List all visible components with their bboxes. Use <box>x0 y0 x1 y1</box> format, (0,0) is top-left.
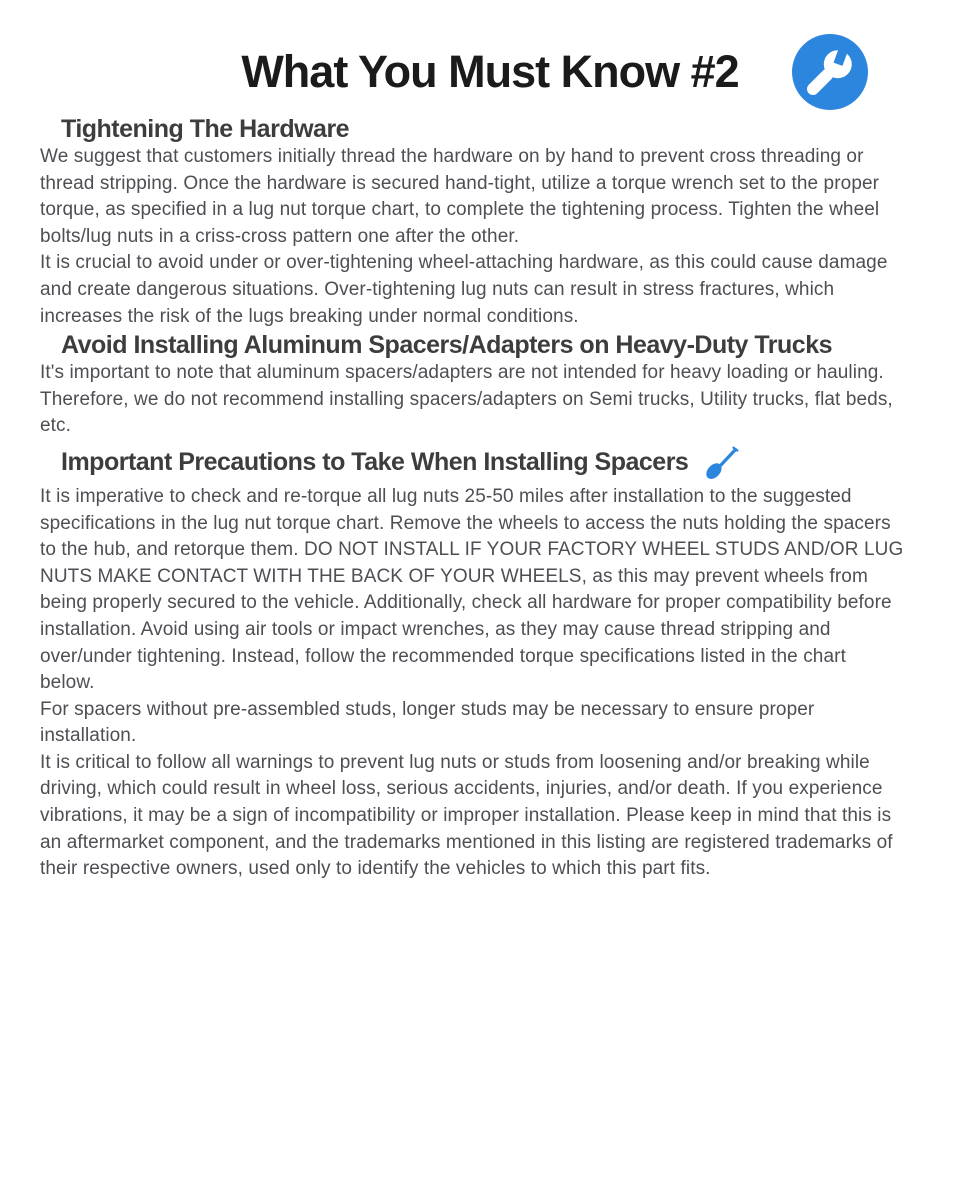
page-title: What You Must Know #2 <box>241 46 739 97</box>
section-heading-text: Important Precautions to Take When Installing Spacers <box>61 447 689 476</box>
wrench-icon <box>792 34 868 110</box>
paragraph-heavy-duty-warning: It's important to note that aluminum spacers/adapters are not intended for heavy loading or hauling. Therefore, we do not recommend installing spacers/adapters on Semi trucks, Utility trucks, flat beds, etc. <box>40 362 893 437</box>
paragraph-over-tightening: It is crucial to avoid under or over-tightening wheel-attaching hardware, as this could cause damage and create dangerous situations. Over-tightening lug nuts can result in stress fractures, which increases the risk of the lugs breaking under normal conditions. <box>40 252 888 327</box>
section-heading-text: Avoid Installing Aluminum Spacers/Adapters on Heavy-Duty Trucks <box>61 331 833 360</box>
page-header <box>0 30 980 114</box>
section-heading-tightening-the-hardware <box>61 114 905 144</box>
section-heading-avoid-aluminum-spacers <box>61 330 905 360</box>
section-heading-important-precautions <box>61 440 905 484</box>
content <box>0 114 980 883</box>
paragraph-hand-tighten: We suggest that customers initially thread the hardware on by hand to prevent cross threading or thread stripping. Once the hardware is secured hand-tight, utilize a torque wrench set to the proper torque, as specified in a lug nut torque chart, to complete the tightening process. Tighten the wheel bolts/lug nuts in a criss-cross pattern one after the other. <box>40 146 880 247</box>
paragraph-longer-studs: For spacers without pre-assembled studs, longer studs may be necessary to ensure proper installation. <box>40 698 815 747</box>
paragraph-retorque-instructions: It is imperative to check and re-torque all lug nuts 25-50 miles after installation to the suggested specifications in the lug nut torque chart. Remove the wheels to access the nuts holding the spacers to the hub, and retorque them. DO NOT INSTALL IF YOUR FACTORY WHEEL STUDS AND/OR LUG NUTS MAKE CONTACT WITH THE BACK OF YOUR WHEELS, as this may prevent wheels from being properly secured to the vehicle. Additionally, check all hardware for proper compatibility before installation. Avoid using air tools or impact wrenches, as they may cause thread stripping and over/under tightening. Instead, follow the recommended torque specifications listed in the chart below. <box>40 485 904 694</box>
paragraph-warnings-disclaimer: It is critical to follow all warnings to prevent lug nuts or studs from loosening and/or breaking while driving, which could result in wheel loss, serious accidents, injuries, and/or death. If you experience vibrations, it may be a sign of incompatibility or improper installation. Please keep in mind that this is an aftermarket component, and the trademarks mentioned in this listing are registered trademarks of their respective owners, used only to identify the vehicles to which this part fits. <box>40 751 893 880</box>
section-heading-text: Tightening The Hardware <box>61 115 350 143</box>
screwdriver-icon <box>702 442 744 484</box>
